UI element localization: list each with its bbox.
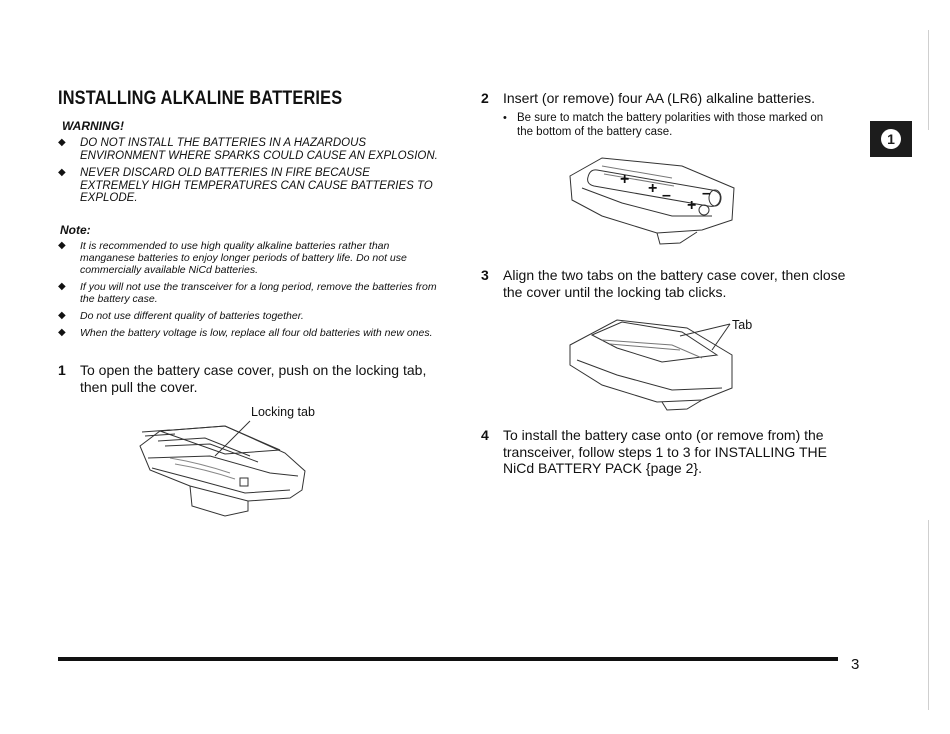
plus-sign: + [687, 197, 697, 214]
case-bottom [657, 232, 697, 244]
chapter-number: 1 [887, 131, 895, 147]
case-bottom [190, 486, 248, 516]
figure-open-battery-case [130, 398, 350, 523]
step-2-bullet: • Be sure to match the battery polarities with those marked on the bottom of the battery case. [503, 112, 824, 138]
figure-close-battery-case [562, 310, 762, 415]
warning-heading: WARNING! [62, 119, 124, 133]
warning-item: ◆ NEVER DISCARD OLD BATTERIES IN FIRE BECAUSE EXTREMELY HIGH TEMPERATURES CAN CAUSE BATTERIES TO EXPLODE. [58, 167, 433, 204]
minus-sign: – [702, 185, 711, 202]
case-ribs [577, 360, 722, 390]
locking-tab-callout: Locking tab [251, 405, 315, 419]
diamond-bullet-icon: ◆ [58, 137, 66, 148]
scan-edge-line [928, 520, 929, 710]
diamond-bullet-icon: ◆ [58, 167, 66, 178]
step-text: Align the two tabs on the battery case cover, then close the cover until the locking tab clicks. [503, 267, 846, 300]
case-ribs [148, 456, 298, 493]
footer-rule [58, 657, 838, 661]
note-item: ◆ Do not use different quality of batteries together. [58, 310, 304, 322]
circled-number-icon [879, 127, 903, 151]
warning-list [58, 137, 438, 210]
step-text: To open the battery case cover, push on the locking tab, then pull the cover. [80, 362, 427, 395]
diamond-bullet-icon: ◆ [58, 327, 66, 338]
step-number: 2 [481, 90, 489, 106]
diamond-bullet-icon: ◆ [58, 281, 66, 292]
step-number: 4 [481, 427, 489, 443]
diamond-bullet-icon: ◆ [58, 310, 66, 321]
plus-sign: + [620, 171, 630, 188]
note-list [58, 240, 438, 344]
scan-edge-line [928, 30, 929, 130]
note-item: ◆ It is recommended to use high quality alkaline batteries rather than manganese batteries to enjoy longer periods of battery life. Do not use commercially available NiCd batteries. [58, 240, 407, 276]
step-text: To install the battery case onto (or remove from) the transceiver, follow steps 1 to 3 for INSTALLING THE NiCd BATTERY PACK {page 2}. [503, 427, 827, 476]
case-shading [170, 458, 235, 479]
dot-bullet-icon: • [503, 112, 507, 124]
minus-sign: – [662, 187, 671, 204]
case-outline [140, 426, 305, 501]
step-text: Insert (or remove) four AA (LR6) alkaline batteries. [503, 90, 816, 106]
figure-batteries-in-case [562, 148, 742, 248]
step-3 [481, 267, 851, 300]
cover-lines [602, 340, 702, 358]
note-item: ◆ If you will not use the transceiver for a long period, remove the batteries from the battery case. [58, 281, 437, 305]
step-number: 3 [481, 267, 489, 283]
step-2-bullet-list [503, 111, 833, 139]
chapter-tab [870, 121, 912, 157]
warning-item: ◆ DO NOT INSTALL THE BATTERIES IN A HAZARDOUS ENVIRONMENT WHERE SPARKS COULD CAUSE AN EXPLOSION. [58, 137, 438, 162]
battery-shading [602, 166, 674, 186]
page-number: 3 [851, 656, 860, 673]
case-outline [570, 320, 732, 402]
step-4 [481, 427, 861, 477]
case-latch [240, 478, 248, 486]
plus-sign: + [648, 180, 658, 197]
tab-lines [142, 430, 175, 436]
step-2 [481, 90, 861, 107]
step-number: 1 [58, 362, 66, 378]
diamond-bullet-icon: ◆ [58, 240, 66, 251]
note-item: ◆ When the battery voltage is low, replace all four old batteries with new ones. [58, 327, 433, 339]
note-heading: Note: [60, 223, 91, 237]
section-title: INSTALLING ALKALINE BATTERIES [58, 88, 343, 109]
tab-callout: Tab [732, 318, 753, 332]
step-1 [58, 362, 438, 395]
